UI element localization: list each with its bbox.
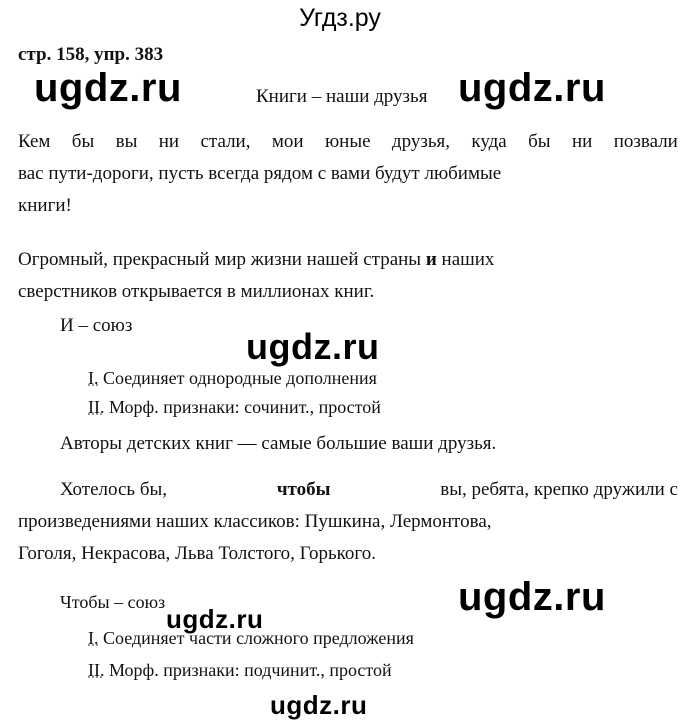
- word: позвали: [613, 131, 678, 152]
- word: ни: [158, 131, 180, 152]
- analysis-1-item-2: [88, 391, 680, 423]
- analysis-1-item-2-num: II.: [88, 397, 105, 417]
- analysis-2-item-1-text: Соединяет части сложного предложения: [103, 628, 414, 648]
- watermark: ugdz.ru: [246, 326, 380, 367]
- paragraph-2-line-1: [18, 244, 678, 276]
- word: Кем: [18, 131, 51, 152]
- analysis-2-item-2-num: II.: [88, 660, 105, 680]
- analysis-2-list: [88, 622, 680, 686]
- paragraph-4-line-2: произведениями наших классиков: Пушкина, Лермонтова,: [18, 511, 492, 532]
- word: вы: [115, 131, 138, 152]
- word: мои: [271, 131, 304, 152]
- analysis-1-item-2-text: Морф. признаки: сочинит., простой: [109, 397, 381, 417]
- watermark: ugdz.ru: [270, 690, 368, 720]
- watermark: ugdz.ru: [458, 575, 606, 619]
- analysis-2-item-1-num: I.: [88, 628, 99, 648]
- analysis-1-item-1-text: Соединяет однородные дополнения: [103, 368, 377, 388]
- watermark: ugdz.ru: [166, 604, 264, 634]
- paragraph-4-line-1: [18, 474, 678, 506]
- analysis-1-item-1-num: I.: [88, 368, 99, 388]
- analysis-2-item-2: [88, 654, 680, 686]
- paragraph-3: Авторы детских книг — самые большие ваши друзья.: [60, 433, 497, 454]
- watermark: ugdz.ru: [458, 66, 606, 110]
- site-header: Угдз.ру: [299, 4, 381, 32]
- word: стали,: [200, 131, 251, 152]
- conjunction-i: и: [425, 249, 437, 270]
- word: друзья,: [391, 131, 450, 152]
- analysis-2-item-1: [88, 622, 680, 654]
- analysis-1-heading: И – союз: [60, 315, 133, 336]
- paragraph-2: [18, 244, 678, 308]
- paragraph-1-line-3: книги!: [18, 195, 72, 216]
- analysis-1-item-1: [88, 362, 680, 394]
- analysis-1-list: [88, 362, 680, 423]
- watermark: ugdz.ru: [34, 66, 182, 110]
- paragraph-4: [18, 474, 678, 570]
- paragraph-4-line-1-pre: Хотелось бы,: [60, 479, 167, 500]
- analysis-2-item-2-text: Морф. признаки: подчинит., простой: [109, 660, 392, 680]
- exercise-reference: стр. 158, упр. 383: [18, 44, 164, 65]
- conjunction-chtoby: чтобы: [276, 479, 331, 500]
- text-title: Книги – наши друзья: [256, 86, 428, 107]
- paragraph-4-line-3: Гоголя, Некрасова, Льва Толстого, Горького.: [18, 543, 376, 564]
- paragraph-2-line-2: сверстников открывается в миллионах книг.: [18, 281, 375, 302]
- word: бы: [71, 131, 95, 152]
- paragraph-1-line-2: вас пути-дороги, пусть всегда рядом с вами будут любимые: [18, 163, 502, 184]
- word: куда: [471, 131, 507, 152]
- paragraph-2-line-1-pre: Огромный, прекрасный мир жизни нашей страны: [18, 249, 422, 270]
- word: ни: [571, 131, 593, 152]
- word: юные: [324, 131, 371, 152]
- word: бы: [528, 131, 551, 152]
- paragraph-1-line-1: [18, 126, 678, 158]
- paragraph-1: [18, 126, 678, 222]
- analysis-2-heading: Чтобы – союз: [60, 592, 166, 612]
- paragraph-2-line-1-post: наших: [441, 249, 495, 270]
- paragraph-4-line-1-post: вы, ребята, крепко дружили с: [440, 479, 678, 500]
